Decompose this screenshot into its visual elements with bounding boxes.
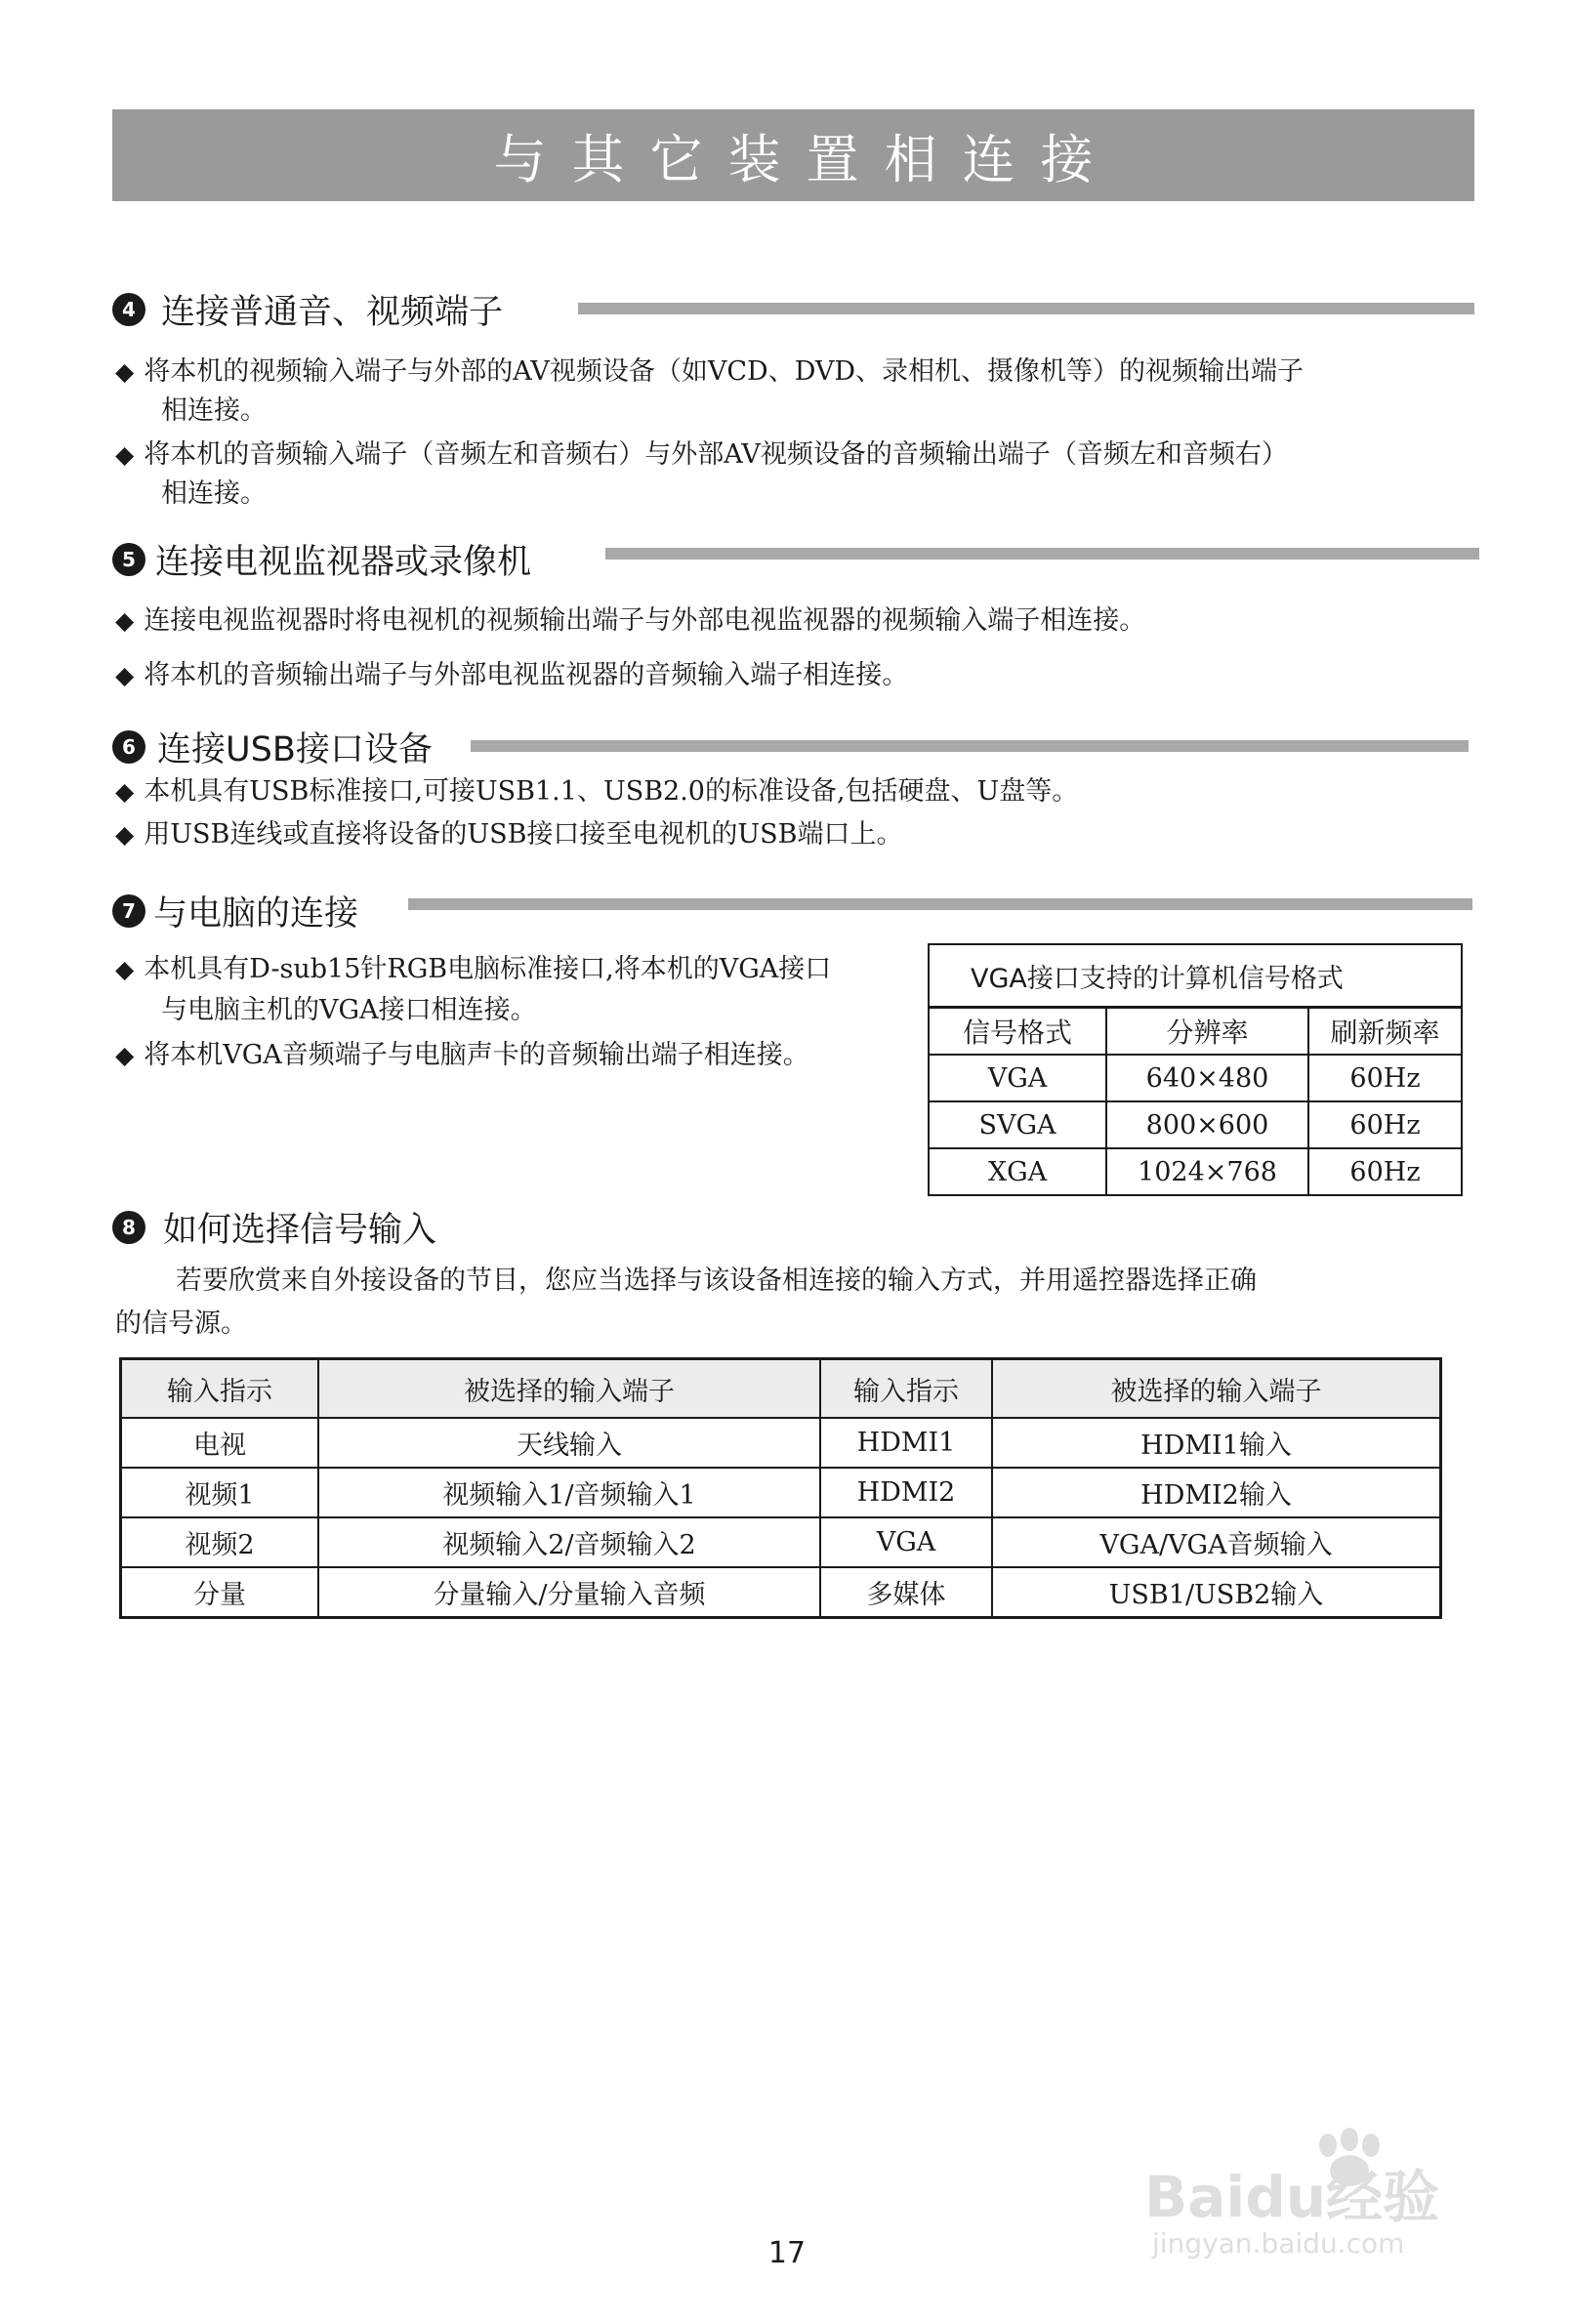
table-cell: 60Hz: [1308, 1055, 1462, 1101]
section-7-bullet-1: ◆ 本机具有D-sub15针RGB电脑标准接口,将本机的VGA接口: [115, 954, 832, 984]
section-4-bullet-2-cont: 相连接。: [161, 478, 267, 509]
table-cell: 60Hz: [1308, 1148, 1462, 1195]
section-4-bullet-1-cont: 相连接。: [161, 395, 267, 426]
table-cell: 1024×768: [1106, 1148, 1308, 1195]
section-4-rule: [578, 303, 1474, 314]
page-number: 17: [767, 2236, 807, 2270]
section-7-number-badge: 7: [112, 894, 145, 928]
section-7-heading: [112, 887, 358, 935]
diamond-bullet-icon: ◆: [115, 606, 135, 635]
input-table-header: 输入指示: [820, 1359, 992, 1419]
table-cell: 视频输入1/音频输入1: [318, 1468, 820, 1517]
table-cell: 视频1: [121, 1468, 319, 1517]
section-5-bullet-1: ◆ 连接电视监视器时将电视机的视频输出端子与外部电视监视器的视频输入端子相连接。: [115, 605, 1146, 636]
diamond-bullet-icon: ◆: [115, 777, 135, 806]
section-7-bullet-1-cont: 与电脑主机的VGA接口相连接。: [161, 995, 537, 1025]
section-5-rule: [605, 548, 1479, 560]
vga-signal-format-table: [928, 943, 1463, 1196]
section-6-heading: [112, 723, 433, 771]
section-8-paragraph-line-2: 的信号源。: [115, 1308, 247, 1339]
section-6-title: 连接USB接口设备: [157, 730, 433, 769]
section-6-rule: [471, 740, 1469, 752]
input-table-header: 输入指示: [121, 1359, 319, 1419]
watermark-url: jingyan.baidu.com: [1152, 2227, 1405, 2260]
table-cell: HDMI1输入: [992, 1418, 1441, 1468]
table-cell: 分量输入/分量输入音频: [318, 1567, 820, 1618]
table-cell: USB1/USB2输入: [992, 1567, 1441, 1618]
section-4-bullet-2: ◆ 将本机的音频输入端子（音频左和音频右）与外部AV视频设备的音频输出端子（音频左和音频右）: [115, 439, 1288, 470]
vga-table-caption: VGA接口支持的计算机信号格式: [929, 944, 1462, 1008]
table-row: [121, 1418, 1441, 1468]
table-cell: XGA: [929, 1148, 1106, 1195]
section-8-number-badge: 8: [112, 1211, 145, 1244]
input-selection-table: [119, 1357, 1442, 1619]
input-table-header: 被选择的输入端子: [318, 1359, 820, 1419]
section-8-title: 如何选择信号输入: [163, 1211, 437, 1250]
page-title-bar: [112, 109, 1474, 201]
section-7-rule: [408, 898, 1472, 910]
diamond-bullet-icon: ◆: [115, 955, 135, 983]
section-4-title: 连接普通音、视频端子: [161, 293, 504, 332]
section-5-number-badge: 5: [112, 543, 145, 576]
diamond-bullet-icon: ◆: [115, 440, 135, 469]
table-cell: 电视: [121, 1418, 319, 1468]
vga-table-header: 刷新频率: [1308, 1008, 1462, 1056]
vga-table-header: 信号格式: [929, 1008, 1106, 1056]
section-4-bullet-1: ◆ 将本机的视频输入端子与外部的AV视频设备（如VCD、DVD、录相机、摄像机等）的视频输出端子: [115, 356, 1305, 387]
section-7-title: 与电脑的连接: [153, 894, 359, 934]
table-cell: 640×480: [1106, 1055, 1308, 1101]
table-row: [929, 1148, 1462, 1195]
table-cell: 分量: [121, 1567, 319, 1618]
table-cell: HDMI2输入: [992, 1468, 1441, 1517]
diamond-bullet-icon: ◆: [115, 357, 135, 386]
table-cell: VGA/VGA音频输入: [992, 1517, 1441, 1567]
table-row: [121, 1517, 1441, 1567]
section-4-heading: [112, 285, 503, 334]
diamond-bullet-icon: ◆: [115, 820, 135, 849]
section-6-bullet-2: ◆ 用USB连线或直接将设备的USB接口接至电视机的USB端口上。: [115, 819, 903, 850]
table-cell: 800×600: [1106, 1101, 1308, 1148]
table-row: [121, 1567, 1441, 1618]
table-cell: 视频2: [121, 1517, 319, 1567]
table-cell: VGA: [929, 1055, 1106, 1101]
section-5-title: 连接电视监视器或录像机: [155, 543, 532, 582]
table-cell: HDMI1: [820, 1418, 992, 1468]
table-cell: VGA: [820, 1517, 992, 1567]
input-table-header: 被选择的输入端子: [992, 1359, 1441, 1419]
page-title: 与其它装置相连接: [493, 128, 1119, 190]
table-row: [929, 1055, 1462, 1101]
section-7-bullet-2: ◆ 将本机VGA音频端子与电脑声卡的音频输出端子相连接。: [115, 1040, 809, 1070]
section-8-heading: [112, 1203, 436, 1252]
vga-table-header: 分辨率: [1106, 1008, 1308, 1056]
section-6-bullet-1: ◆ 本机具有USB标准接口,可接USB1.1、USB2.0的标准设备,包括硬盘、U盘等。: [115, 776, 1079, 807]
section-5-heading: [112, 535, 531, 584]
table-cell: 多媒体: [820, 1567, 992, 1618]
table-row: [121, 1468, 1441, 1517]
section-5-bullet-2: ◆ 将本机的音频输出端子与外部电视监视器的音频输入端子相连接。: [115, 660, 909, 690]
section-8-paragraph-line-1: 若要欣赏来自外接设备的节目，您应当选择与该设备相连接的输入方式，并用遥控器选择正确: [176, 1266, 1257, 1296]
table-cell: HDMI2: [820, 1468, 992, 1517]
section-6-number-badge: 6: [112, 730, 145, 764]
table-cell: 天线输入: [318, 1418, 820, 1468]
table-cell: 60Hz: [1308, 1101, 1462, 1148]
table-cell: SVGA: [929, 1101, 1106, 1148]
diamond-bullet-icon: ◆: [115, 661, 135, 689]
section-4-number-badge: 4: [112, 293, 145, 326]
table-row: [929, 1101, 1462, 1148]
watermark-brand: Baidu经验: [1144, 2164, 1440, 2230]
diamond-bullet-icon: ◆: [115, 1041, 135, 1069]
table-cell: 视频输入2/音频输入2: [318, 1517, 820, 1567]
